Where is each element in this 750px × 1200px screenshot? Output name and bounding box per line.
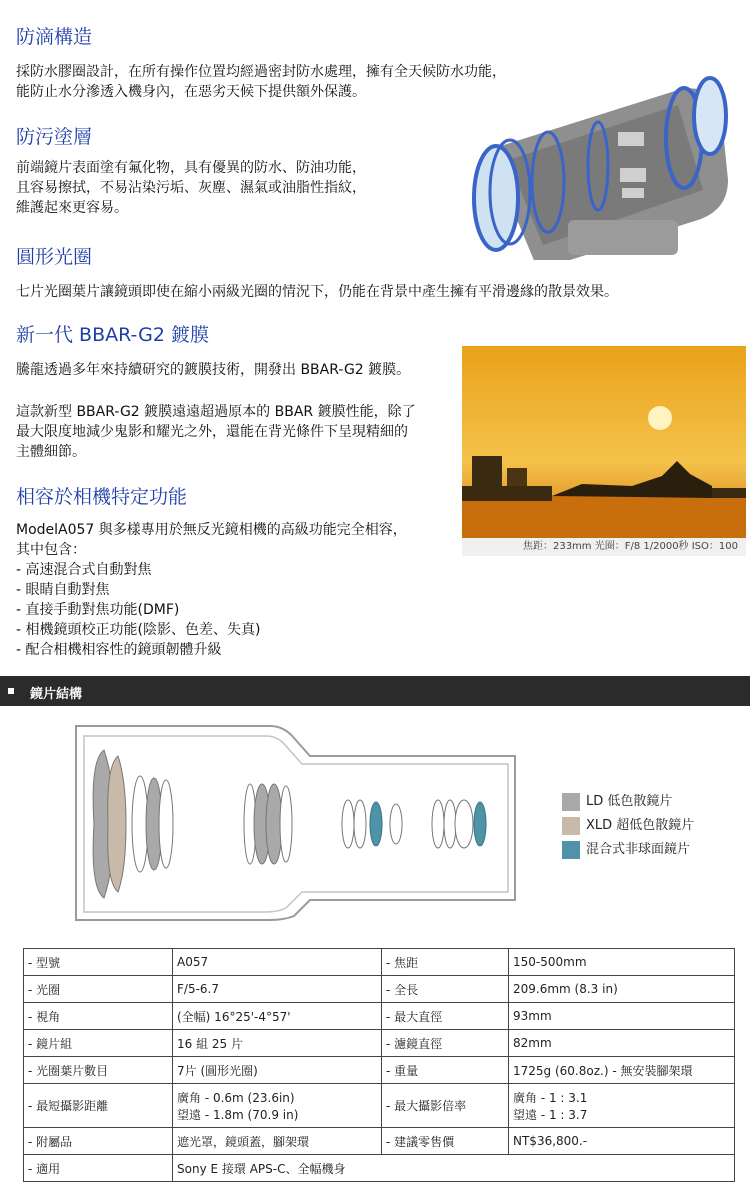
table-row — [24, 949, 735, 976]
spec-value: 93mm — [509, 1003, 735, 1030]
table-row — [24, 1155, 735, 1182]
feature-item: - 配合相機相容性的鏡頭韌體升級 — [16, 642, 222, 658]
section-title-circular-aperture: 圓形光圈 — [16, 246, 93, 268]
section-text-bbar-detail — [16, 402, 416, 462]
spec-value — [509, 1084, 735, 1128]
spec-value: NT$36,800.- — [509, 1128, 735, 1155]
spec-value: (全幅) 16°25'-4°57' — [173, 1003, 382, 1030]
lens-construction-title: 鏡片結構 — [30, 687, 83, 702]
spec-key: - 適用 — [24, 1155, 173, 1182]
text-line: 主體細節。 — [16, 444, 86, 460]
spec-value: A057 — [173, 949, 382, 976]
text-line: 前端鏡片表面塗有氟化物，具有優異的防水、防油功能， — [16, 160, 366, 176]
sample-photo — [462, 346, 746, 556]
spec-value: 150-500mm — [509, 949, 735, 976]
spec-value-line: 望遠 - 1.8m (70.9 in) — [177, 1107, 299, 1122]
square-bullet-icon — [8, 688, 14, 694]
feature-item: - 眼睛自動對焦 — [16, 582, 110, 598]
feature-item: - 高速混合式自動對焦 — [16, 562, 152, 578]
spec-value: 7片 (圓形光圈) — [173, 1057, 382, 1084]
feature-item: - 直接手動對焦功能(DMF) — [16, 602, 180, 618]
table-row — [24, 976, 735, 1003]
text-line: ModelA057 與多樣專用於無反光鏡相機的高級功能完全相容， — [16, 522, 407, 538]
section-text-circular-aperture: 七片光圈葉片讓鏡頭即使在縮小兩級光圈的情況下，仍能在背景中產生擁有平滑邊緣的散景效果。 — [16, 284, 618, 300]
table-row — [24, 1057, 735, 1084]
photo-caption: 焦距：233mm 光圈：F/8 1/2000秒 ISO：100 — [462, 538, 746, 556]
spec-key: - 焦距 — [382, 949, 509, 976]
spec-key: - 全長 — [382, 976, 509, 1003]
legend-swatch — [562, 817, 580, 835]
spec-key: - 光圈葉片數目 — [24, 1057, 173, 1084]
feature-item: - 相機鏡頭校正功能(陰影、色差、失真) — [16, 622, 261, 638]
table-row — [24, 1003, 735, 1030]
spec-key: - 建議零售價 — [382, 1128, 509, 1155]
section-text-bbar-intro: 騰龍透過多年來持續研究的鍍膜技術，開發出 BBAR-G2 鍍膜。 — [16, 362, 411, 378]
spec-key: - 附屬品 — [24, 1128, 173, 1155]
text-line: 能防止水分滲透入機身內，在惡劣天候下提供額外保護。 — [16, 84, 366, 100]
section-text-weather-sealing — [16, 62, 506, 102]
text-line: 維護起來更容易。 — [16, 200, 128, 216]
spec-key: - 視角 — [24, 1003, 173, 1030]
spec-key: - 濾鏡直徑 — [382, 1030, 509, 1057]
spec-table — [23, 948, 735, 1182]
spec-key: - 型號 — [24, 949, 173, 976]
section-title-fluorine-coating: 防污塗層 — [16, 126, 93, 148]
spec-value-line: 望遠 - 1 : 3.7 — [513, 1107, 588, 1122]
spec-key: - 鏡片組 — [24, 1030, 173, 1057]
section-text-camera-features — [16, 520, 407, 660]
spec-value: Sony E 接環 APS-C、全幅機身 — [173, 1155, 735, 1182]
spec-key: - 光圈 — [24, 976, 173, 1003]
sunset-photo-image — [462, 346, 746, 538]
spec-value-line: 廣角 - 0.6m (23.6in) — [177, 1090, 295, 1105]
section-text-fluorine-coating — [16, 158, 366, 218]
spec-key: - 最大直徑 — [382, 1003, 509, 1030]
legend-swatch — [562, 793, 580, 811]
spec-value — [173, 1084, 382, 1128]
spec-value: 209.6mm (8.3 in) — [509, 976, 735, 1003]
lens-illustration — [448, 70, 748, 260]
section-title-weather-sealing: 防滴構造 — [16, 26, 93, 48]
spec-value: 1725g (60.8oz.) - 無安裝腳架環 — [509, 1057, 735, 1084]
legend-item-hybrid-aspherical — [562, 838, 690, 859]
section-title-camera-features: 相容於相機特定功能 — [16, 486, 188, 508]
spec-value: 82mm — [509, 1030, 735, 1057]
legend-label: 混合式非球面鏡片 — [586, 842, 691, 857]
spec-key: - 重量 — [382, 1057, 509, 1084]
lens-construction-header — [0, 676, 750, 706]
section-title-bbar-coating: 新一代 BBAR-G2 鍍膜 — [16, 324, 209, 346]
legend-label: XLD 超低色散鏡片 — [586, 818, 695, 833]
spec-key: - 最短攝影距離 — [24, 1084, 173, 1128]
spec-value: F/5-6.7 — [173, 976, 382, 1003]
table-row — [24, 1128, 735, 1155]
table-row — [24, 1030, 735, 1057]
spec-value: 16 組 25 片 — [173, 1030, 382, 1057]
table-row — [24, 1084, 735, 1128]
text-line: 最大限度地減少鬼影和耀光之外，還能在背光條件下呈現精細的 — [16, 424, 408, 440]
lens-construction-diagram — [70, 720, 530, 925]
legend-item-ld — [562, 790, 672, 811]
spec-value: 遮光罩，鏡頭蓋，腳架環 — [173, 1128, 382, 1155]
spec-key: - 最大攝影倍率 — [382, 1084, 509, 1128]
text-line: 其中包含： — [16, 542, 86, 558]
spec-value-line: 廣角 - 1 : 3.1 — [513, 1090, 588, 1105]
text-line: 且容易擦拭，不易沾染污垢、灰塵、濕氣或油脂性指紋， — [16, 180, 366, 196]
legend-item-xld — [562, 814, 694, 835]
text-line: 這款新型 BBAR-G2 鍍膜遠遠超過原本的 BBAR 鍍膜性能，除了 — [16, 404, 416, 420]
text-line: 採防水膠圈設計，在所有操作位置均經過密封防水處理，擁有全天候防水功能， — [16, 64, 506, 80]
legend-label: LD 低色散鏡片 — [586, 794, 673, 809]
legend-swatch — [562, 841, 580, 859]
